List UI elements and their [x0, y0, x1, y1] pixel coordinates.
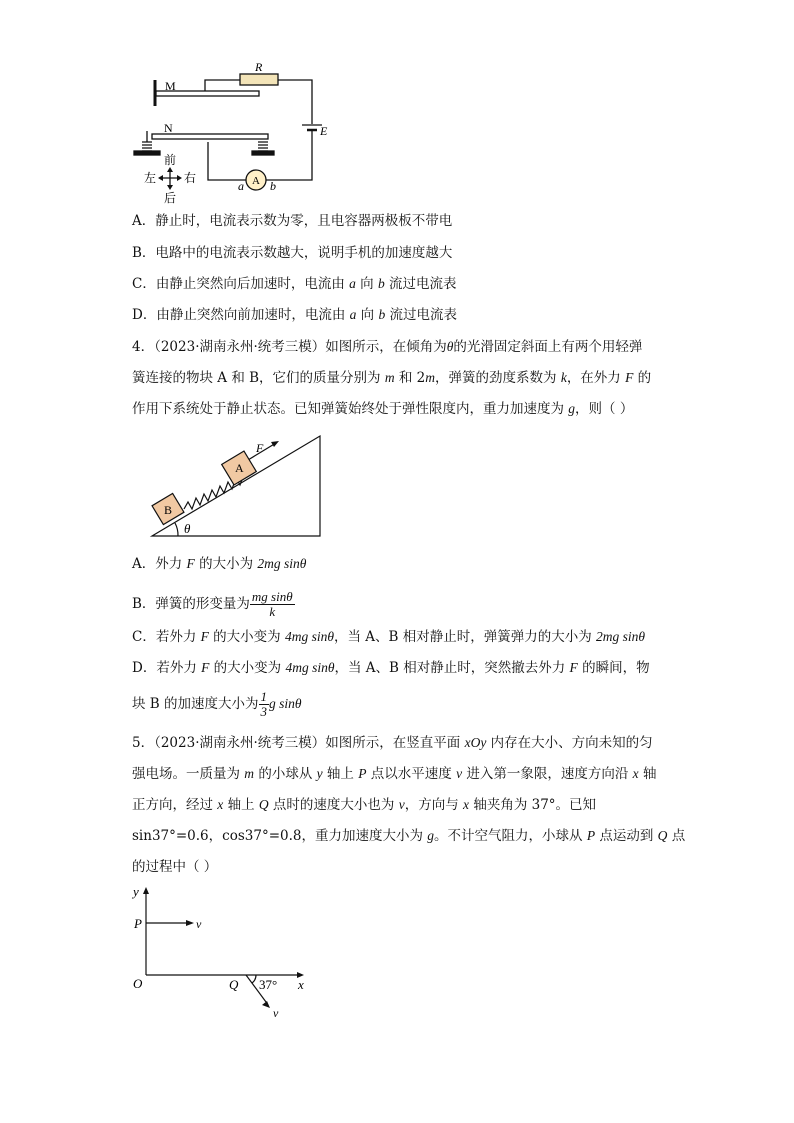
label-v-p: v [196, 917, 202, 931]
label-m: M [165, 79, 176, 93]
label-q: Q [229, 977, 239, 992]
coordinate-figure [128, 882, 318, 1022]
label-front: 前 [164, 153, 177, 167]
label-block-b: B [164, 503, 173, 517]
label-n: N [164, 121, 173, 135]
incline [152, 436, 320, 536]
q5-stem-line-4: sin37°=0.6，cos37°=0.8，重力加速度大小为 g。不计空气阻力，小球从 P 点运动到 Q 点 [132, 828, 686, 844]
q5-stem-line-3: 正方向，经过 x 轴上 Q 点时的速度大小也为 v，方向与 x 轴夹角为 37°。已知 [132, 797, 597, 813]
q3-option-d: D．由静止突然向前加速时，电流由 a 向 b 流过电流表 [132, 307, 458, 323]
q4-option-d-line-1: D．若外力 F 的大小变为 4mg sinθ，当 A、B 相对静止时，突然撤去外力 F 的瞬间，物 [132, 660, 650, 676]
q5-stem-line-1: 5．（2023·湖南永州·统考三模）如图所示，在竖直平面 xOy 内存在大小、方向未知的匀 [132, 735, 653, 751]
label-block-a: A [235, 461, 244, 475]
label-r: R [255, 60, 263, 74]
capacitor-circuit-figure [130, 56, 340, 206]
q4-stem-line-2: 簧连接的物块 A 和 B，它们的质量分别为 m 和 2m，弹簧的劲度系数为 k，在外力 F 的 [132, 370, 652, 386]
q4-option-d-line-2: 块 B 的加速度大小为 $\frac{1}{3}$ g sinθ [132, 689, 302, 719]
q3-option-c: C．由静止突然向后加速时，电流由 a 向 b 流过电流表 [132, 276, 457, 292]
q4-option-a: A．外力 F 的大小为 2mg sinθ [132, 556, 307, 572]
angle-arc [175, 523, 178, 536]
label-right: 右 [184, 171, 197, 185]
resistor [240, 74, 278, 85]
incline-figure [148, 432, 328, 542]
label-back: 后 [164, 191, 177, 205]
q3-option-b: B．电路中的电流表示数越大，说明手机的加速度越大 [132, 245, 453, 261]
q4-stem-line-1: 4．（2023·湖南永州·统考三模）如图所示，在倾角为θ的光滑固定斜面上有两个用轻弹 [132, 339, 643, 355]
label-x-axis: x [298, 977, 304, 992]
label-p: P [134, 916, 142, 931]
q5-stem-line-2: 强电场。一质量为 m 的小球从 y 轴上 P 点以水平速度 v 进入第一象限，速度方向沿 x 轴 [132, 766, 657, 782]
direction-compass-icon [158, 167, 182, 190]
q5-stem-line-5: 的过程中（ ） [132, 859, 218, 875]
q4-option-d-fraction: $\frac{1}{3}$ [260, 689, 268, 719]
q3-option-a: A．静止时，电流表示数为零，且电容器两极板不带电 [132, 213, 453, 229]
q4-option-b: B．弹簧的形变量为 $\frac{\text{mg sinθ}}{k}$ [132, 589, 293, 619]
q4-stem-line-3: 作用下系统处于静止状态。已知弹簧始终处于弹性限度内，重力加速度为 g，则（ ） [132, 401, 634, 417]
left-base [134, 151, 160, 155]
angle-arc-37 [252, 975, 256, 983]
label-angle: θ [184, 521, 191, 536]
label-y-axis: y [133, 884, 139, 899]
label-force: F [256, 441, 264, 455]
q4-option-b-fraction: $\frac{\text{mg sinθ}}{k}$ [251, 589, 293, 619]
right-base [252, 151, 274, 155]
label-v-q: v [273, 1006, 279, 1020]
q4-option-c: C．若外力 F 的大小变为 4mg sinθ，当 A、B 相对静止时，弹簧弹力的大小为 2mg sinθ [132, 629, 646, 645]
label-left: 左 [144, 171, 157, 185]
label-angle-37: 37° [259, 977, 278, 992]
label-ammeter: A [252, 175, 260, 187]
label-terminal-b: b [270, 179, 276, 193]
label-e: E [320, 124, 328, 138]
label-terminal-a: a [238, 179, 244, 193]
label-origin: O [133, 976, 143, 991]
